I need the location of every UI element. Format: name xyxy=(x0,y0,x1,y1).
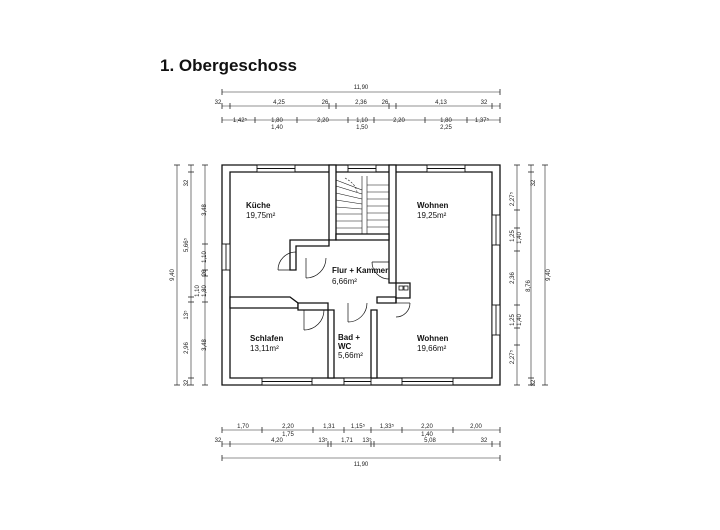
dim-top-total: 11,90 xyxy=(353,85,369,91)
stair-wall-left xyxy=(329,165,336,240)
dim-label: 1,40 xyxy=(517,314,523,326)
room-area: 19,75m² xyxy=(246,211,276,220)
dim-right-inner xyxy=(509,179,537,386)
dim-label: 1,80 xyxy=(202,285,208,297)
plan-title: 1. Obergeschoss xyxy=(160,56,298,75)
dim-label: 26 xyxy=(321,100,329,106)
room-name: Küche xyxy=(246,201,271,210)
partition-kueche-schlafen xyxy=(230,297,298,308)
dim-label: 1,40 xyxy=(271,125,283,131)
dim-label: 2,20 xyxy=(421,424,433,430)
dim-label: 1,40 xyxy=(517,232,523,244)
room-area: 19,66m² xyxy=(417,344,447,353)
staircase xyxy=(336,172,389,234)
dim-label: 1,80 xyxy=(440,118,452,124)
dim-label: 5,66⁵ xyxy=(184,237,190,253)
stair-wall-right xyxy=(389,165,396,283)
room-area: 5,66m² xyxy=(338,351,363,360)
room-kueche xyxy=(246,201,276,220)
dim-label: 1,37⁵ xyxy=(474,118,490,124)
dim-left-total: 9,40 xyxy=(170,269,176,281)
dim-label: 2,00 xyxy=(470,424,482,430)
room-area: 19,25m² xyxy=(417,211,447,220)
bath-wall-top-left xyxy=(298,303,328,310)
dim-label: 1,70 xyxy=(237,424,249,430)
dim-label: 32 xyxy=(531,179,537,187)
dim-label: 1,15⁵ xyxy=(350,424,366,430)
dim-label: 1,75 xyxy=(282,432,294,438)
room-name: Wohnen xyxy=(417,201,449,210)
bath-wall-right xyxy=(371,310,377,378)
dim-label: 5,08 xyxy=(424,438,436,444)
dim-label: 13⁵ xyxy=(184,310,190,320)
dim-right-total: 9,40 xyxy=(546,269,552,281)
dim-label: 1,50 xyxy=(356,125,368,131)
bath-wall-top-right xyxy=(377,297,396,303)
dim-label: 2,25 xyxy=(440,125,452,131)
dim-label: 32 xyxy=(214,438,222,444)
dim-label: 32 xyxy=(184,179,190,187)
right-dimensions xyxy=(514,165,548,385)
room-area: 6,66m² xyxy=(332,277,357,286)
dim-bottom-total: 11,90 xyxy=(353,462,369,468)
dim-label: 1,10 xyxy=(356,118,368,124)
dim-label: 4,25 xyxy=(273,100,285,106)
dim-label: 1,40 xyxy=(421,432,433,438)
dim-label: 2,20 xyxy=(317,118,329,124)
dim-label: 1,25 xyxy=(510,314,516,326)
dim-label: 2,36 xyxy=(510,272,516,284)
bath-wall-left xyxy=(328,310,334,378)
dim-label: 2,20 xyxy=(282,424,294,430)
dim-label: 1,25 xyxy=(510,230,516,242)
dim-label: 1,42⁵ xyxy=(232,118,248,124)
dim-label: 2,36 xyxy=(355,100,367,106)
room-name: WC xyxy=(338,342,352,351)
room-name: Schlafen xyxy=(250,334,284,343)
room-area: 13,11m² xyxy=(250,344,279,353)
dim-label: 2,27⁵ xyxy=(510,349,516,365)
room-wohnen-bottom xyxy=(417,334,449,353)
dim-label: 4,13 xyxy=(435,100,447,106)
dim-label: 13⁵ xyxy=(362,438,372,444)
room-bad xyxy=(338,333,363,360)
dim-label: 1,80 xyxy=(271,118,283,124)
dim-label: 32 xyxy=(184,379,190,387)
dim-label: 32 xyxy=(480,100,488,106)
dim-label: 26 xyxy=(202,269,208,277)
dim-right-mid: 8,76 xyxy=(526,280,532,292)
pantry-wall xyxy=(290,240,329,270)
dim-label: 1,10 xyxy=(195,285,201,297)
dim-label: 32 xyxy=(531,379,537,387)
dim-label: 26 xyxy=(381,100,389,106)
dim-bottom-row2 xyxy=(215,437,488,444)
dim-label: 32 xyxy=(480,438,488,444)
dim-label: 1,33⁵ xyxy=(379,424,395,430)
dim-label: 2,96 xyxy=(184,342,190,354)
stair-wall-bottom xyxy=(336,234,389,240)
dim-label: 2,20 xyxy=(393,118,405,124)
chimney xyxy=(396,283,410,298)
dim-label: 1,10 xyxy=(202,251,208,263)
dim-top-row1 xyxy=(215,100,488,106)
dim-label: 4,20 xyxy=(271,438,283,444)
room-name: Bad + xyxy=(338,333,361,342)
dim-label: 13⁵ xyxy=(318,438,328,444)
dim-label: 32 xyxy=(214,100,222,106)
room-name: Wohnen xyxy=(417,334,449,343)
dim-bottom-row1 xyxy=(237,423,482,438)
dim-label: 2,27⁵ xyxy=(510,191,516,207)
room-wohnen-top xyxy=(417,201,449,220)
dim-label: 3,48 xyxy=(202,339,208,351)
room-schlafen xyxy=(250,334,283,353)
dim-top-row2 xyxy=(233,117,490,131)
dim-label: 3,48 xyxy=(202,204,208,216)
room-name: Flur + Kammer xyxy=(332,266,389,275)
dim-left-inner xyxy=(183,179,208,386)
bottom-dimensions xyxy=(222,427,500,461)
dim-label: 1,31 xyxy=(323,424,335,430)
dim-label: 1,71 xyxy=(341,438,353,444)
